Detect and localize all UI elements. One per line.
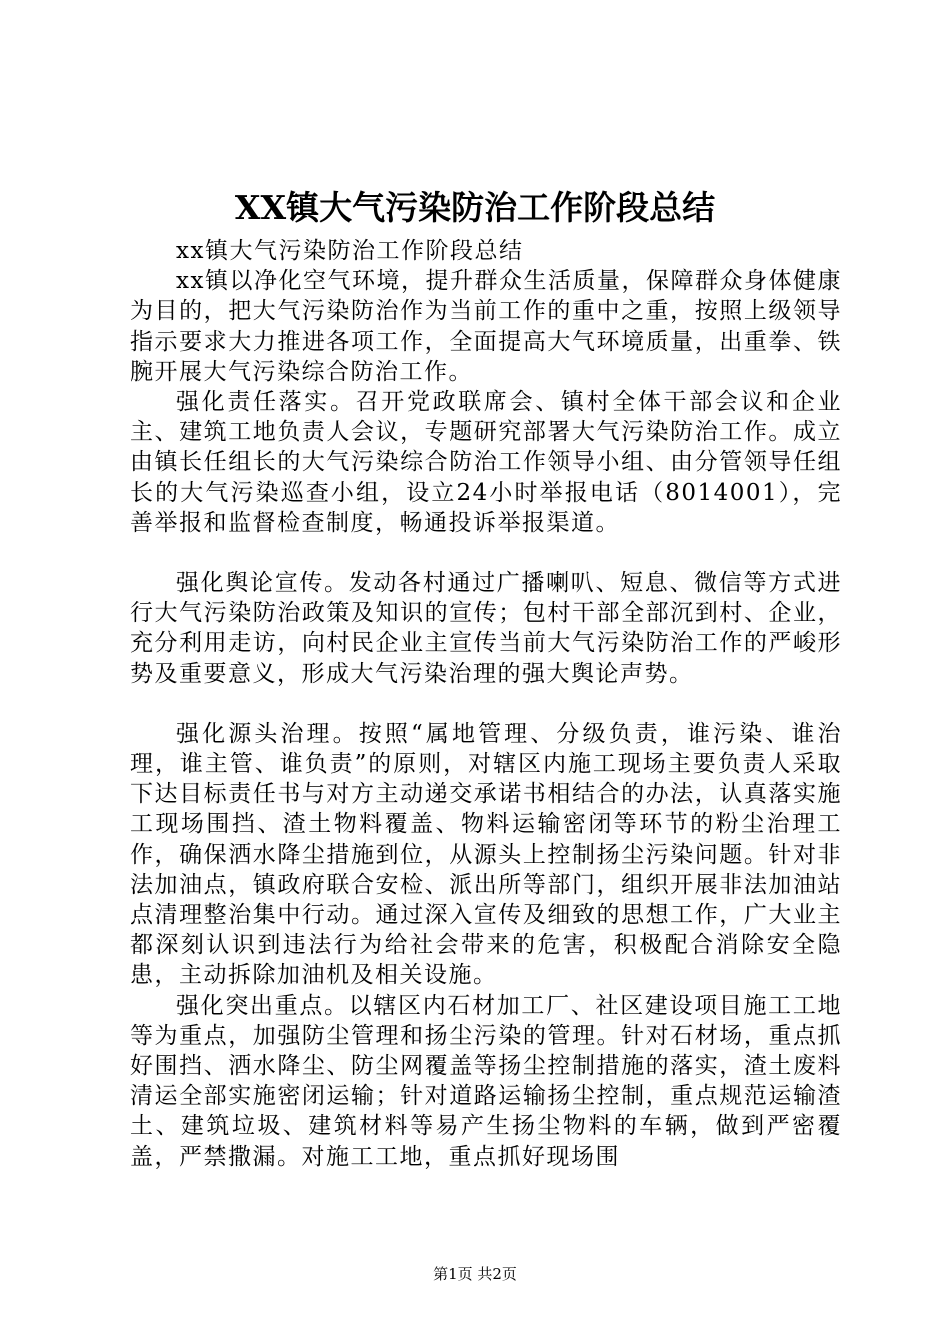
document-body <box>130 236 842 1172</box>
paragraph-spacer <box>130 538 842 568</box>
source-control-paragraph: 强化源头治理。按照“属地管理、分级负责，谁污染、谁治理，谁主管、谁负责”的原则，对辖区内施工现场主要负责人采取下达目标责任书与对方主动递交承诺书相结合的办法，认真落实施工现场围挡、渣土物料覆盖、物料运输密闭等环节的粉尘治理工作，确保洒水降尘措施到位，从源头上控制扬尘污染问题。针对非法加油点，镇政府联合安检、派出所等部门，组织开展非法加油站点清理整治集中行动。通过深入宣传及细致的思想工作，广大业主都深刻认识到违法行为给社会带来的危害，积极配合消除安全隐患，主动拆除加油机及相关设施。 <box>130 720 842 989</box>
intro-paragraph: xx镇以净化空气环境，提升群众生活质量，保障群众身体健康为目的，把大气污染防治作为当前工作的重中之重，按照上级领导指示要求大力推进各项工作，全面提高大气环境质量，出重拳、铁腕开展大气污染综合防治工作。 <box>130 268 842 385</box>
paragraph-spacer <box>130 689 842 719</box>
key-focus-paragraph: 强化突出重点。以辖区内石材加工厂、社区建设项目施工工地等为重点，加强防尘管理和扬尘污染的管理。针对石材场，重点抓好围挡、洒水降尘、防尘网覆盖等扬尘控制措施的落实，渣土废料清运全部实施密闭运输；针对道路运输扬尘控制，重点规范运输渣土、建筑垃圾、建筑材料等易产生扬尘物料的车辆，做到严密覆盖，严禁撒漏。对施工工地，重点抓好现场围 <box>130 992 842 1170</box>
responsibility-paragraph: 强化责任落实。召开党政联席会、镇村全体干部会议和企业主、建筑工地负责人会议，专题研究部署大气污染防治工作。成立由镇长任组长的大气污染综合防治工作领导小组、由分管领导任组长的大气污染巡查小组，设立24小时举报电话（8014001），完善举报和监督检查制度，畅通投诉举报渠道。 <box>130 389 842 536</box>
publicity-paragraph: 强化舆论宣传。发动各村通过广播喇叭、短息、微信等方式进行大气污染防治政策及知识的宣传；包村干部全部沉到村、企业，充分利用走访，向村民企业主宣传当前大气污染防治工作的严峻形势及重要意义，形成大气污染治理的强大舆论声势。 <box>130 570 842 687</box>
subtitle-paragraph: xx镇大气污染防治工作阶段总结 <box>176 238 524 264</box>
document-title: XX镇大气污染防治工作阶段总结 <box>234 188 716 227</box>
page-footer: 第1页 共2页 <box>433 1265 517 1283</box>
